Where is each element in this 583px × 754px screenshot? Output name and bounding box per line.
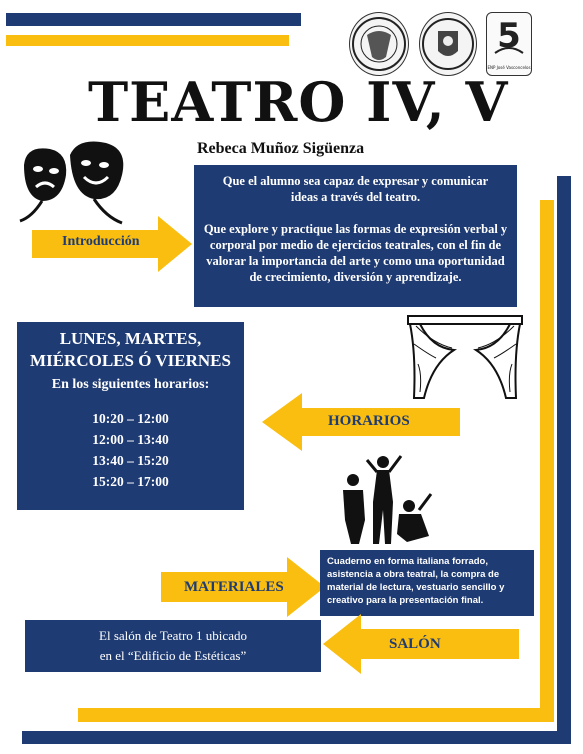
materiales-text: Cuaderno en forma italiana forrado, asistencia a obra teatral, la compra de material de lectura, vestuario sencillo y creativo para la presentación final. <box>327 556 505 606</box>
top-navy-bar <box>6 13 301 26</box>
page-title: TEATRO IV, V <box>88 70 509 134</box>
author-name: Rebeca Muñoz Sigüenza <box>197 140 365 157</box>
time-slot: 13:40 – 15:20 <box>92 453 169 468</box>
time-slot: 12:00 – 13:40 <box>92 432 169 447</box>
horarios-label: HORARIOS <box>328 413 410 429</box>
materiales-box <box>320 550 534 616</box>
intro-label: Introducción <box>62 234 140 249</box>
intro-paragraph-2: Que explore y practique las formas de expresión verbal y corporal por medio de ejercicios teatrales, con el fin de valorar la importancia del arte y como una oportunidad de crecimiento, diversión y aprendizaje. <box>203 222 508 284</box>
days-line-1: LUNES, MARTES, <box>59 329 202 348</box>
horarios-subtitle: En los siguientes horarios: <box>51 377 210 392</box>
school-logo-icon <box>486 12 532 76</box>
svg-text:5: 5 <box>497 16 521 56</box>
materiales-label: MATERIALES <box>184 579 284 595</box>
stage-curtain-icon <box>406 314 524 400</box>
bottom-gold-bar <box>78 708 554 722</box>
intro-box <box>194 165 517 307</box>
right-gold-bar <box>540 200 554 722</box>
salon-line-1: El salón de Teatro 1 ubicado <box>99 628 247 643</box>
school-logo-caption: ENP José Vasconcelos <box>487 65 531 70</box>
top-gold-bar <box>6 35 289 46</box>
time-slot: 10:20 – 12:00 <box>92 411 169 426</box>
intro-paragraph-1: Que el alumno sea capaz de expresar y comunicar ideas a través del teatro. <box>222 174 489 204</box>
salon-label: SALÓN <box>389 636 441 652</box>
salon-line-2: en el “Edificio de Estéticas” <box>99 648 247 663</box>
enp-seal-icon <box>419 12 477 76</box>
salon-box <box>25 620 321 672</box>
horarios-box <box>17 322 244 510</box>
actors-silhouette-icon <box>333 450 433 546</box>
unam-seal-icon <box>349 12 409 76</box>
right-navy-bar <box>557 176 571 744</box>
time-slot: 15:20 – 17:00 <box>92 474 169 489</box>
days-line-2: MIÉRCOLES Ó VIERNES <box>30 351 231 370</box>
bottom-navy-bar <box>22 731 571 744</box>
